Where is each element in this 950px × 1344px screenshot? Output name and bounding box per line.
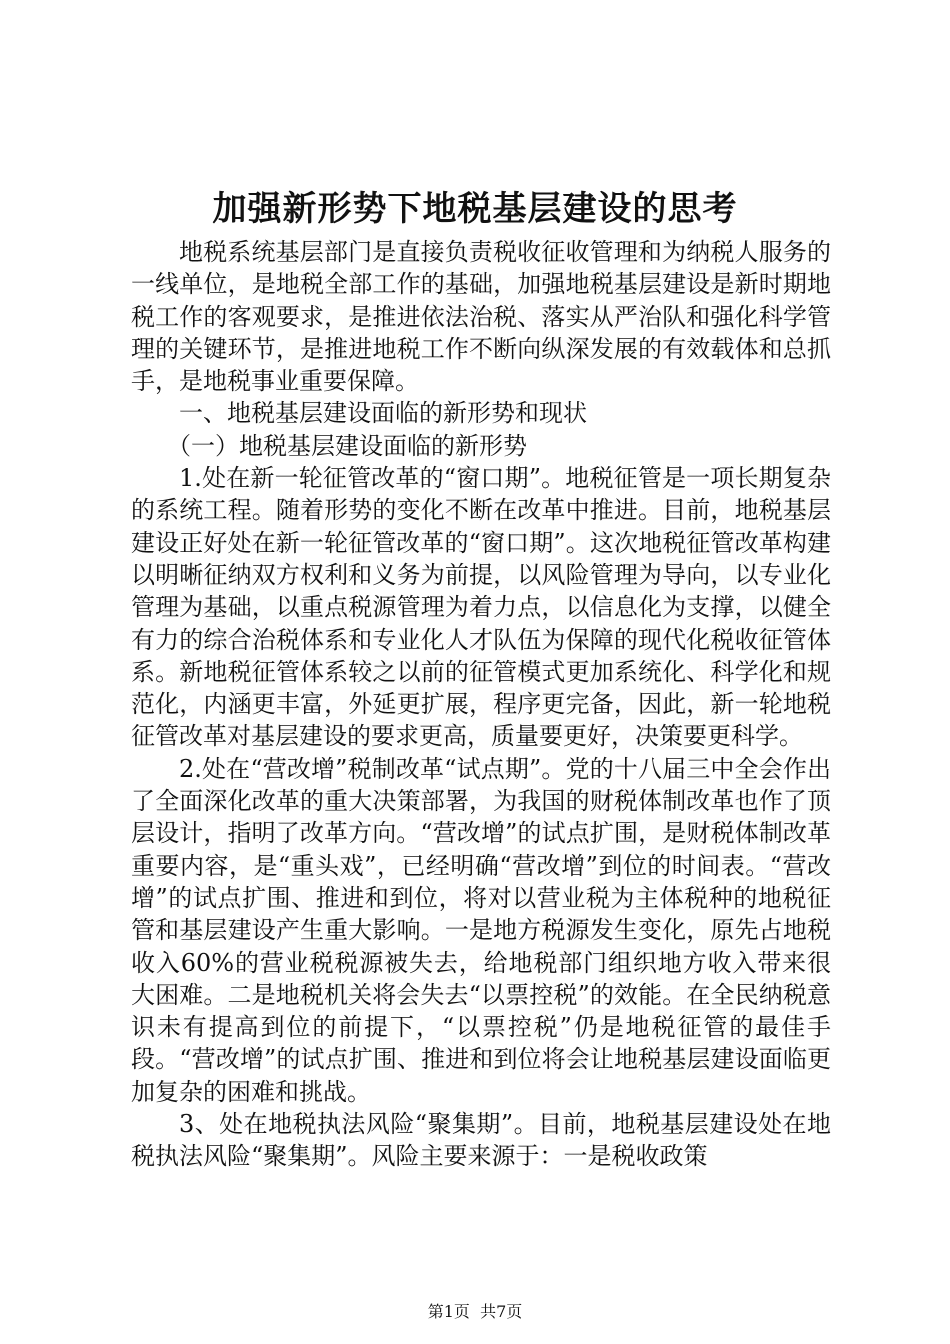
paragraph-point-2: 2.处在“营改增”税制改革“试点期”。党的十八届三中全会作出了全面深化改革的重大决策部署，为我国的财税体制改革也作了顶层设计，指明了改革方向。“营改增”的试点扩围，是财税体制改革重要内容，是“重头戏”，已经明确“营改增”到位的时间表。“营改增”的试点扩围、推进和到位，将对以营业税为主体税种的地税征管和基层建设产生重大影响。一是地方税源发生变化，原先占地税收入60%的营业税税源被失去，给地税部门组织地方收入带来很大困难。二是地税机关将会失去“以票控税”的效能。在全民纳税意识未有提高到位的前提下，“以票控税”仍是地税征管的最佳手段。“营改增”的试点扩围、推进和到位将会让地税基层建设面临更加复杂的困难和挑战。 [131,754,831,1106]
page-number: 第1页 [427,1302,470,1321]
subsection-heading-1: （一）地税基层建设面临的新形势 [167,431,527,460]
paragraph-intro: 地税系统基层部门是直接负责税收征收管理和为纳税人服务的一线单位，是地税全部工作的基础，加强地税基层建设是新时期地税工作的客观要求，是推进依法治税、落实从严治队和强化科学管理的关键环节，是推进地税工作不断向纵深发展的有效载体和总抓手，是地税事业重要保障。 [131,238,831,396]
document-body [131,236,831,1173]
document-title: 加强新形势下地税基层建设的思考 [212,189,738,229]
paragraph-point-1: 1.处在新一轮征管改革的“窗口期”。地税征管是一项长期复杂的系统工程。随着形势的变化不断在改革中推进。目前，地税基层建设正好处在新一轮征管改革的“窗口期”。这次地税征管改革构建以明晰征纳双方权利和义务为前提，以风险管理为导向，以专业化管理为基础，以重点税源管理为着力点，以信息化为支撑，以健全有力的综合治税体系和专业化人才队伍为保障的现代化税收征管体系。新地税征管体系较之以前的征管模式更加系统化、科学化和规范化，内涵更丰富，外延更扩展，程序更完备，因此，新一轮地税征管改革对基层建设的要求更高，质量要更好，决策要更科学。 [131,464,831,751]
paragraph-point-3: 3、处在地税执法风险“聚集期”。目前，地税基层建设处在地税执法风险“聚集期”。风险主要来源于：一是税收政策 [131,1110,831,1171]
page-footer [0,1301,950,1323]
page-total: 共7页 [480,1302,523,1321]
section-heading-1: 一、地税基层建设面临的新形势和现状 [179,399,587,428]
